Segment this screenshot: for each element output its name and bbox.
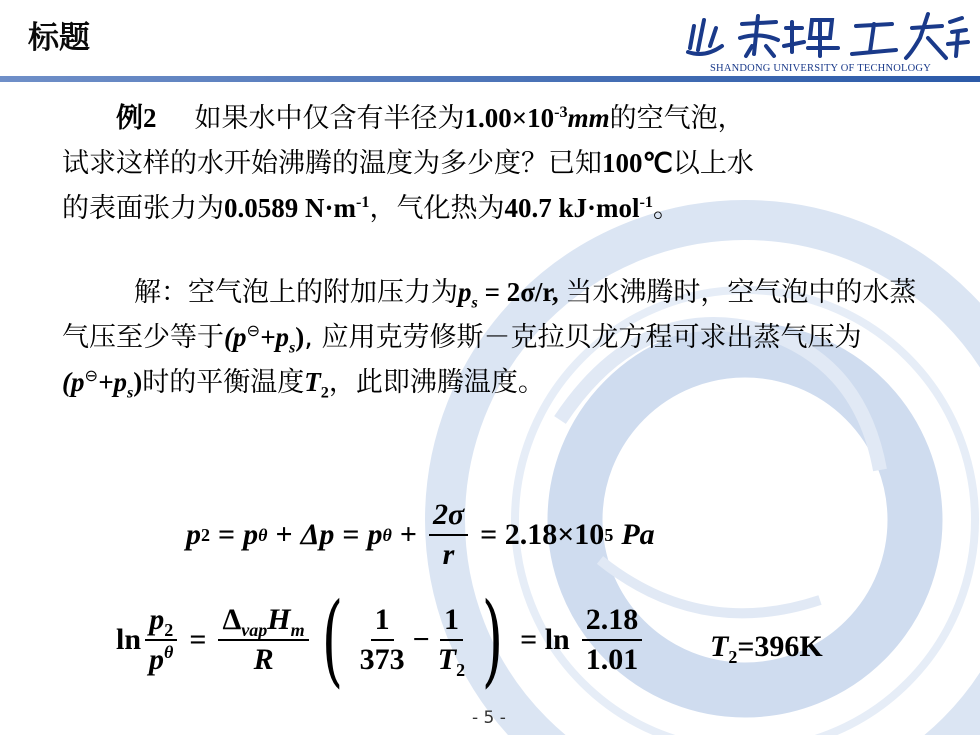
university-name-english: SHANDONG UNIVERSITY OF TECHNOLOGY (710, 63, 931, 74)
fraction-p2-ptheta: $\frac{p_2}{p^\theta}$ (145, 603, 177, 677)
left-paren: ( (321, 581, 343, 698)
result-temperature: $T_2=396K$ (710, 630, 823, 667)
fraction-1-T2: $\frac{1}{T_2}$ (437, 603, 466, 680)
solution-paragraph: 解：空气泡上的附加压力为$p_s = 2\sigma/r$, 当水沸腾时，空气泡中的水蒸气压至少等于$(p^⊖+p_s)$, 应用克劳修斯－克拉贝龙方程可求出蒸气压为$(p^⊖+p_s)$时的平衡温度$T_2$，此即沸腾温度。 (62, 277, 917, 402)
right-paren: ) (481, 581, 504, 698)
page-number: - 5 - (472, 708, 506, 728)
fraction-2sigma-r: $\frac{2\sigma}{r}$ (429, 498, 468, 572)
example-label: 例2 (116, 103, 157, 133)
equation-pressure: p 2 = p θ + Δp = p θ + $\frac{2\sigma}{r}$ = 2.18×10 5 Pa (186, 498, 655, 571)
fraction-enthalpy-R: $\frac{\Delta_{vap}H_m}{R}$ (218, 603, 308, 677)
slide-title: 标题 (28, 20, 90, 56)
fraction-1-373: $\frac{1}{373}$ (359, 603, 405, 676)
equation-clausius-clapeyron: ln $\frac{p_2}{p^\theta}$ = $\frac{\Delta_{vap}H_m}{R}$ ( $\frac{1}{373}$ − $\frac{1}{T_2}$ ) = ln $\frac{2.18}{1.01}$ (116, 585, 646, 695)
example-paragraph: 例2 如果水中仅含有半径为$1.00\times 10^{-3}mm$的空气泡， 试求这样的水开始沸腾的温度为多少度？已知100℃以上水 的表面张力为0.0589 $N\cdot m^{-1}$，气化热为40.7 kJ·mol$^{-1}$。 (62, 103, 754, 224)
fraction-2.18-1.01: $\frac{2.18}{1.01}$ (582, 603, 643, 677)
header-divider (0, 76, 980, 82)
university-logo-calligraphy (680, 8, 970, 64)
